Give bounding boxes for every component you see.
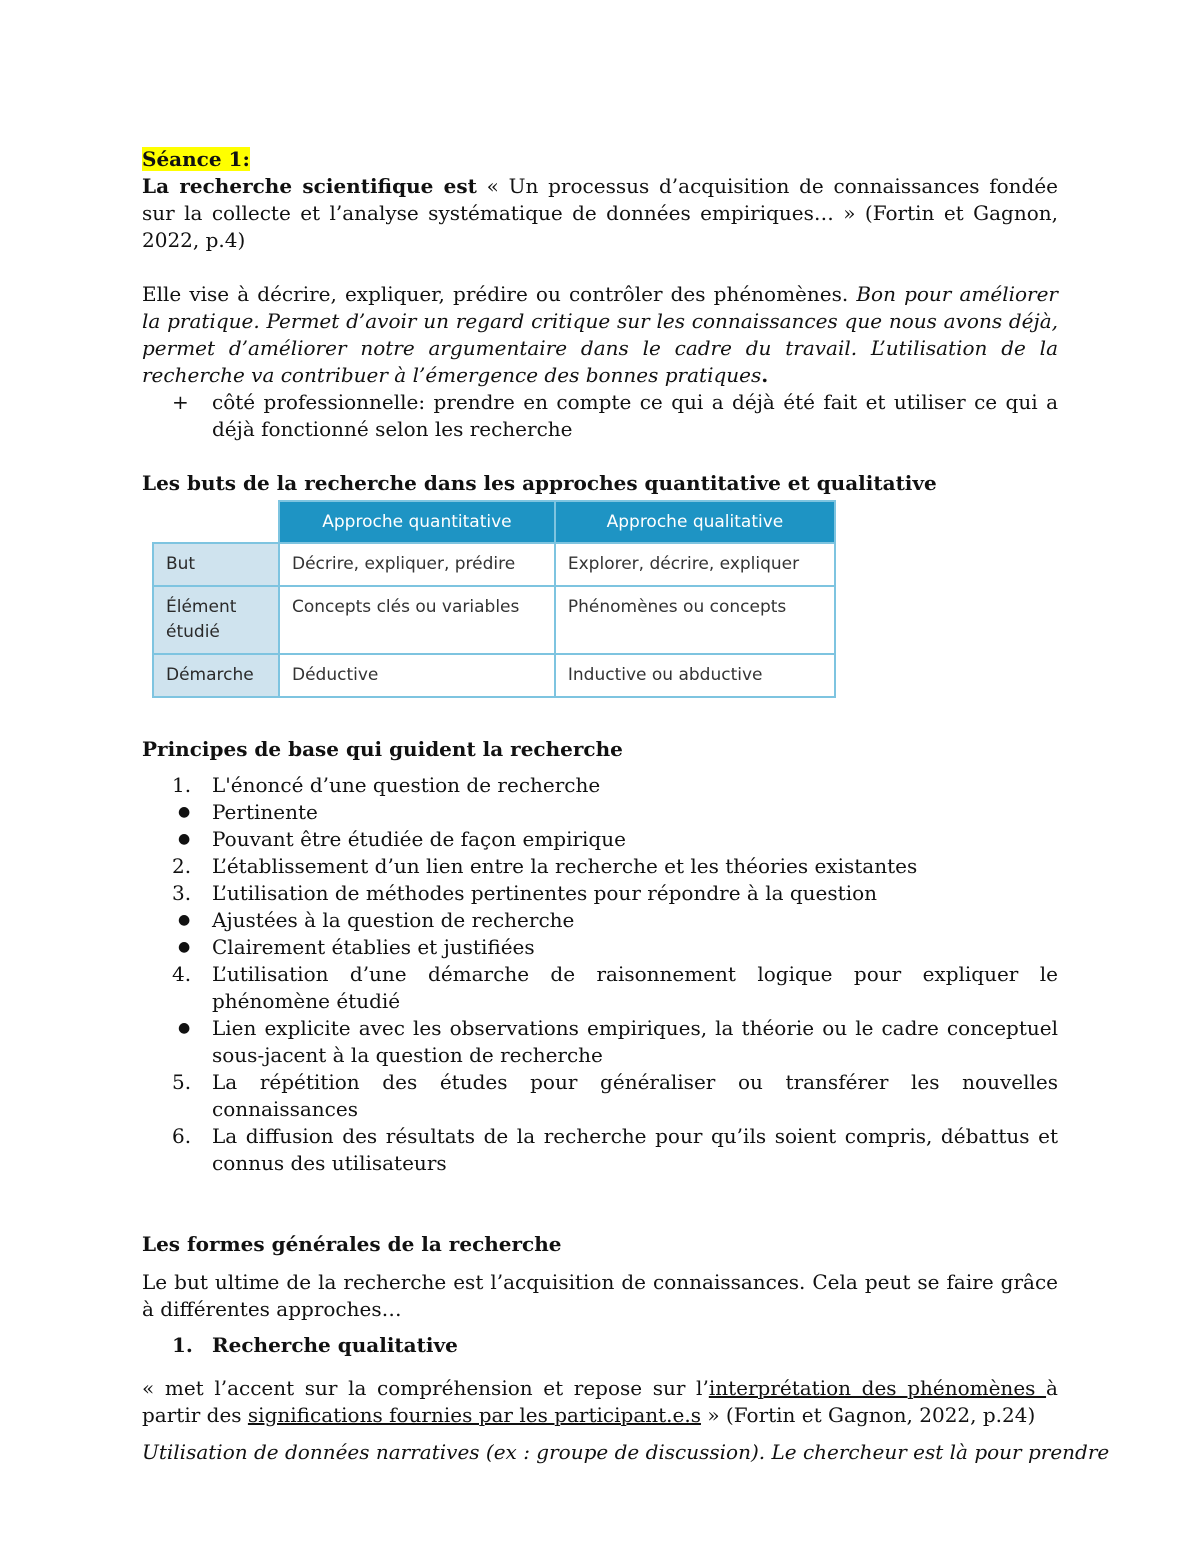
list-item bbox=[142, 934, 1058, 961]
heading-text: Recherche qualitative bbox=[212, 1333, 458, 1357]
list-item-text: L'énoncé d’une question de recherche bbox=[212, 773, 601, 797]
list-item bbox=[142, 853, 1058, 880]
quote-part: « met l’accent sur la compréhension et repose sur l’ bbox=[142, 1376, 709, 1400]
goals-end: . bbox=[761, 363, 769, 387]
approaches-table-figure bbox=[152, 500, 836, 698]
cell-quantitative: Décrire, expliquer, prédire bbox=[279, 543, 555, 586]
plus-list-item bbox=[142, 389, 1058, 443]
list-marker: ● bbox=[178, 831, 191, 847]
table-heading: Les buts de la recherche dans les approches quantitative et qualitative bbox=[142, 471, 937, 495]
list-marker: ● bbox=[178, 804, 191, 820]
list-item-text: L’établissement d’un lien entre la recherche et les théories existantes bbox=[212, 854, 918, 878]
principles-heading: Principes de base qui guident la recherche bbox=[142, 737, 623, 761]
list-item bbox=[142, 799, 1058, 826]
row-label: But bbox=[153, 543, 279, 586]
cell-quantitative: Concepts clés ou variables bbox=[279, 586, 555, 654]
header-quantitative: Approche quantitative bbox=[279, 501, 555, 543]
cell-qualitative: Explorer, décrire, expliquer bbox=[555, 543, 835, 586]
list-marker: 5. bbox=[172, 1070, 192, 1094]
list-marker: 3. bbox=[172, 881, 192, 905]
list-marker: ● bbox=[178, 1020, 191, 1036]
goals-italic: Bon pour améliorer la pratique. Permet d’avoir un regard critique sur les connaissances que nous avons déjà, permet d’améliorer notre argumentaire dans le cadre du travail. L’utilisation de la recherche va contribuer à l’émergence des bonnes pratiques bbox=[142, 282, 1058, 387]
list-item-text: Pertinente bbox=[212, 800, 318, 824]
list-item bbox=[142, 880, 1058, 907]
list-item bbox=[142, 772, 1058, 799]
list-marker: 6. bbox=[172, 1124, 192, 1148]
row-label: Démarche bbox=[153, 654, 279, 697]
list-item-text: L’utilisation de méthodes pertinentes pour répondre à la question bbox=[212, 881, 878, 905]
qualitative-heading bbox=[142, 1332, 1058, 1359]
quote-part: » (Fortin et Gagnon, 2022, p.24) bbox=[700, 1403, 1036, 1427]
heading-marker: 1. bbox=[172, 1333, 193, 1357]
seance-title bbox=[142, 146, 1058, 173]
row-label: Élément étudié bbox=[153, 586, 279, 654]
intro-lead: La recherche scientifique est bbox=[142, 174, 477, 198]
forms-paragraph: Le but ultime de la recherche est l’acquisition de connaissances. Cela peut se faire grâce à différentes approches… bbox=[142, 1270, 1058, 1321]
goals-paragraph bbox=[142, 281, 1058, 389]
list-item bbox=[142, 961, 1058, 1015]
quote-part: à partir des bbox=[142, 1376, 1058, 1427]
list-marker: 2. bbox=[172, 854, 192, 878]
list-marker: 1. bbox=[172, 773, 192, 797]
list-item-text: La répétition des études pour généraliser ou transférer les nouvelles connaissances bbox=[212, 1070, 1058, 1121]
table-corner bbox=[153, 501, 279, 543]
list-item bbox=[142, 1123, 1058, 1177]
list-marker: ● bbox=[178, 939, 191, 955]
list-item-text: Clairement établies et justifiées bbox=[212, 935, 535, 959]
qualitative-quote bbox=[142, 1375, 1058, 1429]
cell-qualitative: Inductive ou abductive bbox=[555, 654, 835, 697]
list-item-text: Lien explicite avec les observations empiriques, la théorie ou le cadre conceptuel sous-jacent à la question de recherche bbox=[212, 1016, 1058, 1067]
approaches-table bbox=[152, 500, 836, 698]
header-qualitative: Approche qualitative bbox=[555, 501, 835, 543]
list-marker: ● bbox=[178, 912, 191, 928]
principles-list bbox=[142, 772, 1058, 1177]
list-marker: 4. bbox=[172, 962, 192, 986]
qualitative-italic: Utilisation de données narratives (ex : groupe de discussion). Le chercheur est là pour prendre bbox=[142, 1440, 1110, 1464]
cell-qualitative: Phénomènes ou concepts bbox=[555, 586, 835, 654]
list-item bbox=[142, 907, 1058, 934]
seance-highlight: Séance 1: bbox=[142, 147, 250, 171]
list-item-text: L’utilisation d’une démarche de raisonnement logique pour expliquer le phénomène étudié bbox=[212, 962, 1058, 1013]
plus-text: côté professionnelle: prendre en compte ce qui a déjà été fait et utiliser ce qui a déjà fonctionné selon les recherche bbox=[212, 390, 1058, 441]
list-item bbox=[142, 1069, 1058, 1123]
list-item-text: La diffusion des résultats de la recherche pour qu’ils soient compris, débattus et connus des utilisateurs bbox=[212, 1124, 1058, 1175]
forms-heading: Les formes générales de la recherche bbox=[142, 1232, 562, 1256]
cell-quantitative: Déductive bbox=[279, 654, 555, 697]
list-item-text: Ajustées à la question de recherche bbox=[212, 908, 575, 932]
list-item bbox=[142, 826, 1058, 853]
intro-paragraph bbox=[142, 173, 1058, 254]
table-row bbox=[153, 586, 835, 654]
quote-underlined: significations fournies par les participant.e.s bbox=[247, 1403, 701, 1427]
quote-underlined: interprétation des phénomènes bbox=[708, 1376, 1047, 1400]
list-item-text: Pouvant être étudiée de façon empirique bbox=[212, 827, 626, 851]
document-page bbox=[142, 146, 1110, 1466]
goals-normal: Elle vise à décrire, expliquer, prédire ou contrôler des phénomènes. bbox=[142, 282, 857, 306]
intro-text: « Un processus d’acquisition de connaissances fondée sur la collecte et l’analyse systématique de données empiriques… » (Fortin et Gagnon, 2022, p.4) bbox=[142, 174, 1058, 252]
table-row bbox=[153, 654, 835, 697]
list-item bbox=[142, 1015, 1058, 1069]
plus-marker: + bbox=[172, 390, 189, 414]
table-row bbox=[153, 543, 835, 586]
